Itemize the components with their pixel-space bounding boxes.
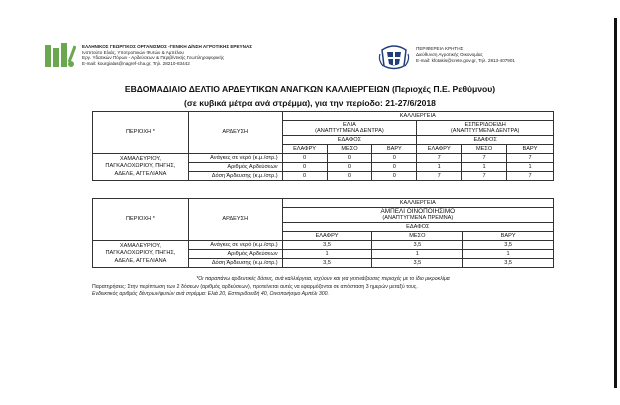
page-edge-rule	[614, 18, 617, 388]
value-cell: 0	[327, 154, 372, 163]
org-line: ΕΛΛΗΝΙΚΟΣ ΓΕΩΡΓΙΚΟΣ ΟΡΓΑΝΙΣΜΟΣ -ΓΕΝΙΚΗ Δ/ΝΣΗ ΑΓΡΟΤΙΚΗΣ ΕΡΕΥΝΑΣ	[82, 44, 253, 49]
area-cell: ΧΑΜΑΛΕΥΡΙΟΥ, ΠΑΓΚΑΛΟΧΩΡΙΟΥ, ΠΗΓΗΣ, ΑΔΕΛΕ, ΑΓΓΕΛΙΑΝΑ	[93, 241, 189, 268]
area-header: ΠΕΡΙΟΧΗ *	[93, 112, 189, 154]
crop-subtitle: (ΑΝΑΠΤΥΓΜΕΝΑ ΔΕΝΤΡΑ)	[315, 128, 384, 134]
note-remarks: Παρατηρήσεις: Στην περίπτωση των 2 δόσεων (αριθμός αρδεύσεων), προτείνεται αυτές να εφαρμόζονται σε απόσταση 3 ημερών μεταξύ τους.	[92, 283, 418, 290]
soil-type: ΜΕΣΟ	[327, 145, 372, 154]
value-cell: 1	[417, 163, 462, 172]
irrigation-table-vine	[92, 198, 554, 268]
org-line: E-mail: kourgialas@nagref-cha.gr, Τηλ. 28210-83442	[82, 60, 190, 66]
area-cell: ΧΑΜΑΛΕΥΡΙΟΥ, ΠΑΓΚΑΛΟΧΩΡΙΟΥ, ΠΗΓΗΣ, ΑΔΕΛΕ, ΑΓΓΕΛΙΑΝΑ	[93, 154, 189, 181]
crop-subtitle: (ΑΝΑΠΤΥΓΜΕΝΑ ΠΡΕΜΝΑ)	[382, 215, 454, 221]
row-label: Αριθμός Αρδεύσεων	[188, 163, 282, 172]
soil-type: ΕΛΑΦΡΥ	[282, 232, 372, 241]
value-cell: 0	[282, 154, 327, 163]
crop-header: ΚΑΛΛΙΕΡΓΕΙΑ	[282, 112, 553, 121]
crop-title: ΑΜΠΕΛΙ ΟΙΝΟΠΟΙΗΣΙΜΟ	[380, 207, 456, 215]
note-density: Ενδεικτικός αριθμός δέντρων/φυτών ανά στρέμμα: Ελιά 20, Εσπεριδοειδή 40, Οινοποιήσιμο Αμπέλι 300.	[92, 291, 329, 298]
value-cell: 3,5	[282, 259, 372, 268]
org-line: Ινστιτούτο Ελιάς, Υποτροπικών Φυτών & Αμπέλου	[82, 49, 184, 55]
note-footnote: *Οι παραπάνω αρδευτικές δόσεις, ανά καλλιέργεια, ισχύουν και για γειτνιάζουσες περιοχές με το ίδιο μικροκλίμα	[196, 276, 450, 282]
value-cell: 0	[282, 163, 327, 172]
value-cell: 1	[462, 163, 507, 172]
crop-name	[282, 121, 417, 136]
value-cell: 0	[327, 172, 372, 181]
value-cell: 0	[327, 163, 372, 172]
value-cell: 3,5	[372, 241, 463, 250]
soil-type: ΒΑΡΥ	[463, 232, 554, 241]
crop-subtitle: (ΑΝΑΠΤΥΓΜΕΝΑ ΔΕΝΤΡΑ)	[450, 128, 520, 134]
row-label: Αριθμός Αρδεύσεων	[188, 250, 282, 259]
document-title: ΕΒΔΟΜΑΔΙΑΙΟ ΔΕΛΤΙΟ ΑΡΔΕΥΤΙΚΩΝ ΑΝΑΓΚΩΝ ΚΑΛΛΙΕΡΓΕΙΩΝ (Περιοχές Π.Ε. Ρεθύμνου)	[124, 84, 496, 94]
value-cell: 0	[372, 172, 417, 181]
row-label: Δόση Άρδευσης (κ.μ./στρ.)	[188, 259, 282, 268]
greek-emblem-icon	[378, 40, 410, 72]
crop-title: ΕΣΠΕΡΙΔΟΕΙΔΗ	[464, 121, 506, 128]
value-cell: 1	[372, 250, 463, 259]
row-label: Δόση Άρδευσης (κ.μ./στρ.)	[188, 172, 282, 181]
crop-name	[282, 208, 553, 223]
soil-type: ΜΕΣΟ	[462, 145, 507, 154]
irrigation-table-trees	[92, 111, 554, 181]
value-cell: 7	[462, 172, 507, 181]
value-cell: 3,5	[372, 259, 463, 268]
row-label: Ανάγκες σε νερό (κ.μ./στρ.)	[188, 241, 282, 250]
value-cell: 1	[463, 250, 554, 259]
value-cell: 7	[417, 172, 462, 181]
value-cell: 7	[417, 154, 462, 163]
value-cell: 0	[372, 154, 417, 163]
notes	[92, 276, 554, 299]
value-cell: 3,5	[463, 259, 554, 268]
value-cell: 7	[507, 154, 554, 163]
value-cell: 1	[507, 163, 554, 172]
soil-header: ΕΔΑΦΟΣ	[282, 223, 553, 232]
value-cell: 3,5	[463, 241, 554, 250]
value-cell: 0	[372, 163, 417, 172]
elgo-logo-icon	[44, 42, 76, 70]
org-line: E-mail: kfotakis@crete.gov.gr, Τηλ. 2813-407901	[416, 57, 515, 63]
row-label: Ανάγκες σε νερό (κ.μ./στρ.)	[188, 154, 282, 163]
document-subtitle: (σε κυβικά μέτρα ανά στρέμμα), για την περίοδο: 21-27/6/2018	[184, 98, 436, 108]
org-line: ΠΕΡΙΦΕΡΕΙΑ ΚΡΗΤΗΣ	[416, 46, 464, 51]
irrigation-header: ΑΡΔΕΥΣΗ	[188, 112, 282, 154]
value-cell: 7	[507, 172, 554, 181]
crop-title: ΕΛΙΑ	[343, 121, 356, 128]
header-right	[378, 40, 578, 80]
soil-type: ΕΛΑΦΡΥ	[417, 145, 462, 154]
soil-type: ΒΑΡΥ	[507, 145, 554, 154]
org-line: Εργ. Υδατικών Πόρων - Αρδεύσεων & Περιβ/ντικής Γεωπληροφορικής	[82, 55, 225, 61]
value-cell: 1	[282, 250, 372, 259]
value-cell: 7	[462, 154, 507, 163]
soil-type: ΒΑΡΥ	[372, 145, 417, 154]
crop-header: ΚΑΛΛΙΕΡΓΕΙΑ	[282, 199, 553, 208]
org-line: Διεύθυνση Αγροτικής Οικονομίας	[416, 51, 483, 57]
soil-type: ΜΕΣΟ	[372, 232, 463, 241]
area-header: ΠΕΡΙΟΧΗ *	[93, 199, 189, 241]
value-cell: 3,5	[282, 241, 372, 250]
soil-header: ΕΔΑΦΟΣ	[417, 136, 554, 145]
soil-header: ΕΔΑΦΟΣ	[282, 136, 417, 145]
value-cell: 0	[282, 172, 327, 181]
crop-name	[417, 121, 554, 136]
irrigation-header: ΑΡΔΕΥΣΗ	[188, 199, 282, 241]
soil-type: ΕΛΑΦΡΥ	[282, 145, 327, 154]
header-left	[44, 40, 304, 80]
